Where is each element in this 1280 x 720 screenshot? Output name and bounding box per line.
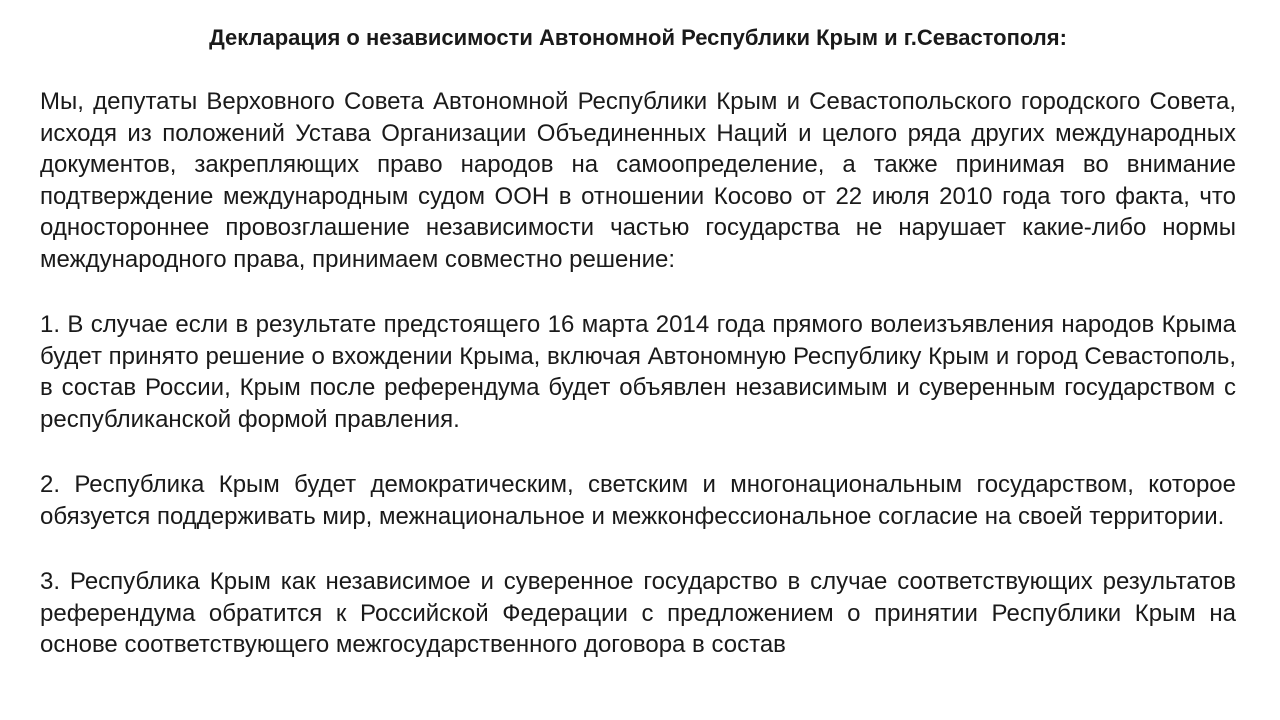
clause-2-paragraph: 2. Республика Крым будет демократическим, светским и многонациональным государством, которое обязуется поддерживать мир, межнациональное и межконфессиональное согласие на своей территории. bbox=[40, 471, 1236, 530]
clause-1-paragraph: 1. В случае если в результате предстоящего 16 марта 2014 года прямого волеизъявления народов Крыма будет принято решение о вхождении Крыма, включая Автономную Республику Крым и город Севастополь, в состав России, Крым после референдума будет объявлен независимым и суверенным государством с республиканской формой правления. bbox=[40, 311, 1236, 433]
document-body bbox=[40, 86, 1236, 695]
document-title: Декларация о независимости Автономной Республики Крым и г.Севастополя: bbox=[209, 25, 1067, 50]
clause-3-paragraph: 3. Республика Крым как независимое и суверенное государство в случае соответствующих результатов референдума обратится к Российской Федерации с предложением о принятии Республики Крым на основе соответствующего межгосударственного договора в состав bbox=[40, 568, 1236, 658]
preamble-paragraph: Мы, депутаты Верховного Совета Автономной Республики Крым и Севастопольского городского Совета, исходя из положений Устава Организации Объединенных Наций и целого ряда других международных документов, закрепляющих право народов на самоопределение, а также принимая во внимание подтверждение международным судом ООН в отношении Косово от 22 июля 2010 года того факта, что одностороннее провозглашение независимости частью государства не нарушает какие-либо нормы международного права, принимаем совместно решение: bbox=[40, 88, 1236, 273]
